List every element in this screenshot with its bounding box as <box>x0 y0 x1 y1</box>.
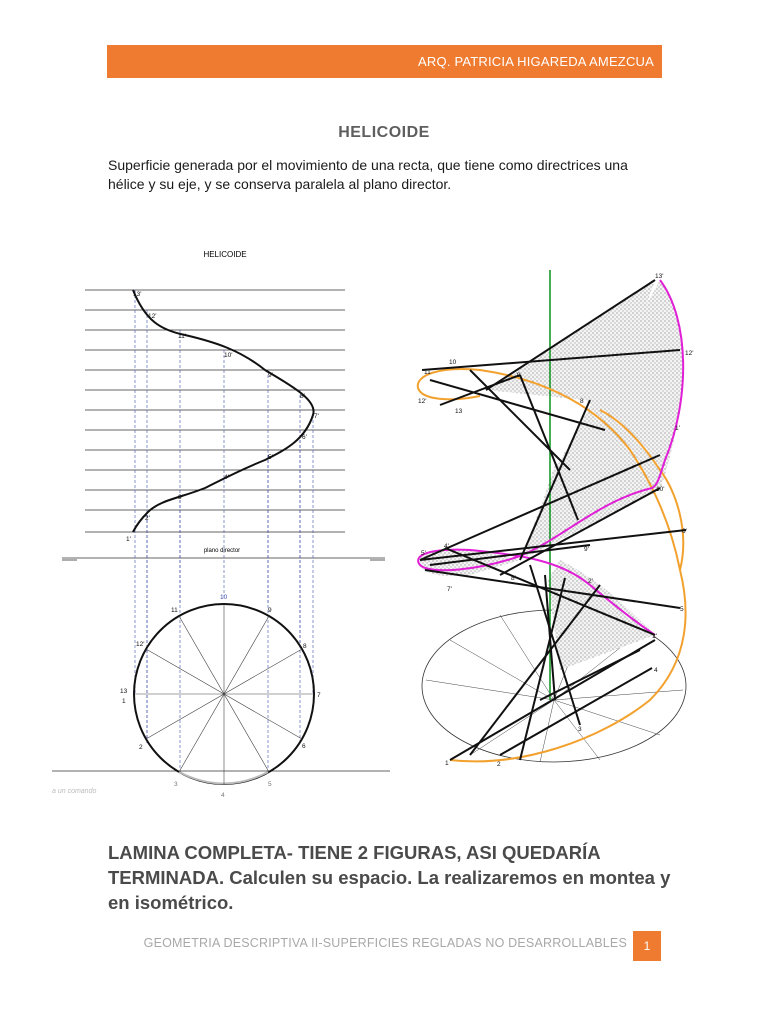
svg-text:4': 4' <box>444 543 449 550</box>
svg-text:10: 10 <box>449 359 457 366</box>
svg-text:12': 12' <box>418 398 427 405</box>
page-title: HELICOIDE <box>338 124 430 141</box>
helix-curve <box>133 290 314 532</box>
svg-text:3: 3 <box>174 781 178 788</box>
svg-text:13': 13' <box>655 273 664 280</box>
svg-text:2': 2' <box>145 515 150 522</box>
plane-label: plano director <box>203 548 241 554</box>
svg-text:5': 5' <box>421 550 426 557</box>
svg-text:1': 1' <box>675 425 680 432</box>
svg-text:11: 11 <box>424 369 431 376</box>
svg-text:5': 5' <box>268 454 273 461</box>
svg-text:8: 8 <box>303 643 307 650</box>
svg-text:5: 5 <box>268 781 272 788</box>
svg-text:2': 2' <box>588 578 593 585</box>
page-number: 1 <box>643 939 651 953</box>
svg-text:4: 4 <box>654 667 658 674</box>
svg-text:1: 1 <box>445 760 449 767</box>
helix-labels <box>126 291 319 543</box>
svg-text:13': 13' <box>133 291 142 298</box>
svg-text:10': 10' <box>656 486 665 493</box>
svg-text:9: 9 <box>268 607 272 614</box>
circle-labels <box>120 594 321 799</box>
svg-text:6': 6' <box>682 528 687 535</box>
level-lines <box>85 290 345 532</box>
svg-text:9': 9' <box>584 546 589 553</box>
isometric-drawing <box>418 270 694 768</box>
helicoid-figures <box>0 228 768 808</box>
svg-text:1': 1' <box>126 536 131 543</box>
closing-instructions: LAMINA COMPLETA- TIENE 2 FIGURAS, ASI QUEDARÍA TERMINADA. Calculen su espacio. La realizaremos en montea y en isométrico. <box>108 842 671 913</box>
svg-text:4': 4' <box>224 474 229 481</box>
svg-text:9: 9 <box>517 372 521 379</box>
svg-text:5: 5 <box>680 606 684 613</box>
svg-text:13: 13 <box>120 688 128 695</box>
svg-text:7: 7 <box>317 692 321 699</box>
svg-text:12': 12' <box>685 350 694 357</box>
svg-text:2: 2 <box>497 761 501 768</box>
page-number-badge <box>633 931 661 961</box>
svg-text:1': 1' <box>652 633 657 640</box>
montea-drawing <box>52 250 390 799</box>
svg-text:8': 8' <box>300 393 305 400</box>
footer-course-title: GEOMETRIA DESCRIPTIVA II-SUPERFICIES REGLADAS NO DESARROLLABLES <box>143 936 627 950</box>
svg-text:10': 10' <box>224 352 233 359</box>
svg-text:12': 12' <box>136 641 145 648</box>
svg-text:8: 8 <box>580 398 584 405</box>
svg-text:7': 7' <box>447 586 452 593</box>
author-name: ARQ. PATRICIA HIGAREDA AMEZCUA <box>418 54 654 69</box>
header-bar <box>107 45 662 78</box>
intro-paragraph: Superficie generada por el movimiento de una recta, que tiene como directrices una hélice y su eje, y se conserva paralela al plano director. <box>108 157 628 192</box>
svg-text:9': 9' <box>268 372 273 379</box>
svg-text:1: 1 <box>122 698 126 705</box>
svg-text:12': 12' <box>148 313 157 320</box>
svg-text:3': 3' <box>178 494 183 501</box>
svg-text:2: 2 <box>139 744 143 751</box>
svg-text:3: 3 <box>578 726 582 733</box>
watermark-text: a un comando <box>52 788 97 795</box>
svg-text:6: 6 <box>302 743 306 750</box>
svg-text:7': 7' <box>314 413 319 420</box>
svg-text:10: 10 <box>220 594 228 601</box>
svg-text:11': 11' <box>178 333 186 340</box>
figure-left-title: HELICOIDE <box>203 250 247 259</box>
svg-text:11: 11 <box>171 607 178 614</box>
svg-text:6': 6' <box>302 434 307 441</box>
svg-text:4: 4 <box>221 792 225 799</box>
svg-text:8': 8' <box>511 575 516 582</box>
svg-text:13: 13 <box>455 408 463 415</box>
